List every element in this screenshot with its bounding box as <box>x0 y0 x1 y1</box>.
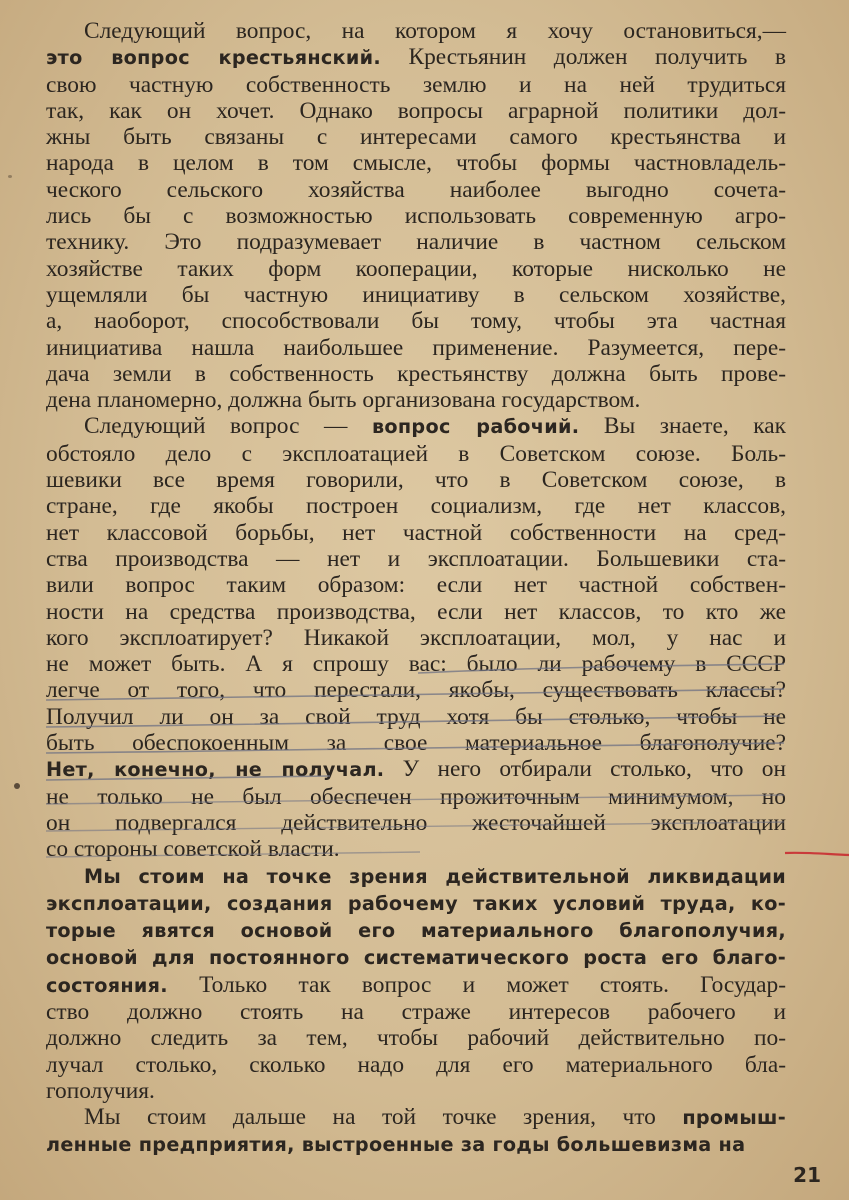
text-run: Следующий вопрос — <box>84 413 372 440</box>
text-line <box>46 72 786 98</box>
text-line <box>46 361 786 387</box>
text-run: Получил ли он за свой труд хотя бы столько, чтобы не <box>46 703 786 730</box>
text-run: не может быть. А я спрошу вас: было ли рабочему в СССР <box>46 651 786 678</box>
text-line <box>46 784 786 810</box>
text-run: легче от того, что перестали, якобы, существовать классы? <box>46 677 786 704</box>
text-run: хозяйстве таких форм кооперации, которые нисколько не <box>46 255 786 282</box>
text-line <box>46 335 786 361</box>
text-run: народа в целом в том смысле, чтобы формы частновладель- <box>46 150 786 177</box>
text-run: дача земли в собственность крестьянству должна быть прове- <box>46 360 786 387</box>
page-body-text <box>46 18 786 1159</box>
text-line <box>46 599 786 625</box>
text-run: не только не был обеспечен прожиточным минимумом, но <box>46 783 786 810</box>
text-line <box>46 203 786 229</box>
text-run: Только так вопрос и может стоять. Государ- <box>167 971 786 998</box>
text-run: свою частную собственность землю и на ней трудиться <box>46 71 786 98</box>
text-line <box>46 836 786 862</box>
text-line <box>46 177 786 203</box>
text-line <box>46 1104 786 1131</box>
text-line <box>46 520 786 546</box>
text-line <box>46 413 786 440</box>
text-run: со стороны советской власти. <box>46 836 340 863</box>
paragraph <box>46 18 786 413</box>
text-run: а, наоборот, способствовали бы тому, чтобы эта частная <box>46 308 786 335</box>
text-line <box>46 999 786 1025</box>
text-run: нет классовой борьбы, нет частной собственности на сред- <box>46 519 786 546</box>
paragraph <box>46 413 786 862</box>
text-line <box>46 1131 786 1158</box>
page-number: 21 <box>793 1163 821 1187</box>
text-line <box>46 229 786 255</box>
text-line <box>46 18 786 44</box>
text-line <box>46 730 786 756</box>
ink-speck <box>14 783 20 789</box>
text-run: ческого сельского хозяйства наиболее выгодно сочета- <box>46 176 786 203</box>
paragraph <box>46 863 786 1105</box>
text-line <box>46 150 786 176</box>
emphasized-text: эксплоатации, создания рабочему таких условий труда, ко- <box>46 891 786 915</box>
red-pencil-mark <box>785 853 849 855</box>
text-run: быть обеспокоенным за свое материальное благополучие? <box>46 730 786 757</box>
text-line <box>46 572 786 598</box>
text-line <box>46 1025 786 1051</box>
text-line <box>46 493 786 519</box>
text-line <box>46 810 786 836</box>
text-line <box>46 890 786 917</box>
text-run: шевики все время говорили, что в Советском союзе, в <box>46 467 786 494</box>
emphasized-text: Мы стоим на точке зрения действительной ликвидации <box>84 864 786 888</box>
text-run: Крестьянин должен получить в <box>380 44 786 71</box>
text-run: лучал столько, сколько надо для его материального бла- <box>46 1051 786 1078</box>
paragraph <box>46 1104 786 1159</box>
text-run: ности на средства производства, если нет классов, то кто же <box>46 598 786 625</box>
text-run: ство должно стоять на страже интересов рабочего и <box>46 998 786 1025</box>
text-run: ущемляли бы частную инициативу в сельском хозяйстве, <box>46 281 786 308</box>
emphasized-text: промыш- <box>682 1106 786 1130</box>
text-run: технику. Это подразумевает наличие в частном сельском <box>46 229 786 256</box>
text-run: вили вопрос таким образом: если нет частной собствен- <box>46 572 786 599</box>
text-line <box>46 944 786 971</box>
text-run: он подвергался действительно жесточайшей эксплоатации <box>46 809 786 836</box>
text-run: дена планомерно, должна быть организована государством. <box>46 387 641 414</box>
text-line <box>46 124 786 150</box>
text-line <box>46 387 786 413</box>
text-line <box>46 863 786 890</box>
text-line <box>46 756 786 783</box>
text-line <box>46 625 786 651</box>
text-line <box>46 917 786 944</box>
text-run: Следующий вопрос, на котором я хочу остановиться,— <box>84 18 786 44</box>
text-run: стране, где якобы построен социализм, где нет классов, <box>46 493 786 520</box>
text-line <box>46 677 786 703</box>
emphasized-text: ленные предприятия, выстроенные за годы большевизма на <box>46 1133 746 1157</box>
text-line <box>46 546 786 572</box>
text-run: так, как он хочет. Однако вопросы аграрной политики дол- <box>46 97 786 124</box>
text-line <box>46 972 786 999</box>
text-run: должно следить за тем, чтобы рабочий действительно по- <box>46 1025 786 1052</box>
text-line <box>46 1078 786 1104</box>
text-line <box>46 308 786 334</box>
text-line <box>46 44 786 71</box>
ink-speck <box>8 175 12 178</box>
text-run: инициатива нашла наибольшее применение. Разумеется, пере- <box>46 334 786 361</box>
emphasized-text: торые явятся основой его материального благополучия, <box>46 919 786 943</box>
text-run: кого эксплоатирует? Никакой эксплоатации, мол, у нас и <box>46 624 786 651</box>
emphasized-text: вопрос рабочий. <box>371 415 580 439</box>
text-line <box>46 704 786 730</box>
text-line <box>46 441 786 467</box>
emphasized-text: Нет, конечно, не получал. <box>46 758 385 782</box>
text-line <box>46 98 786 124</box>
text-run: жны быть связаны с интересами самого крестьянства и <box>46 124 786 151</box>
text-line <box>46 651 786 677</box>
text-run: лись бы с возможностью использовать современную агро- <box>46 203 786 230</box>
text-line <box>46 256 786 282</box>
text-line <box>46 467 786 493</box>
emphasized-text: основой для постоянного систематического роста его благо- <box>46 946 786 970</box>
emphasized-text: это вопрос крестьянский. <box>46 46 381 70</box>
text-run: Вы знаете, как <box>579 413 787 440</box>
text-run: гополучия. <box>46 1077 155 1104</box>
text-run: ства производства — нет и эксплоатации. Большевики ста- <box>46 545 786 572</box>
text-run: Мы стоим дальше на той точке зрения, что <box>84 1104 683 1131</box>
text-run: У него отбирали столько, что он <box>384 756 786 783</box>
text-line <box>46 1052 786 1078</box>
text-line <box>46 282 786 308</box>
text-run: обстояло дело с эксплоатацией в Советском союзе. Боль- <box>46 440 786 467</box>
emphasized-text: состояния. <box>46 973 168 997</box>
